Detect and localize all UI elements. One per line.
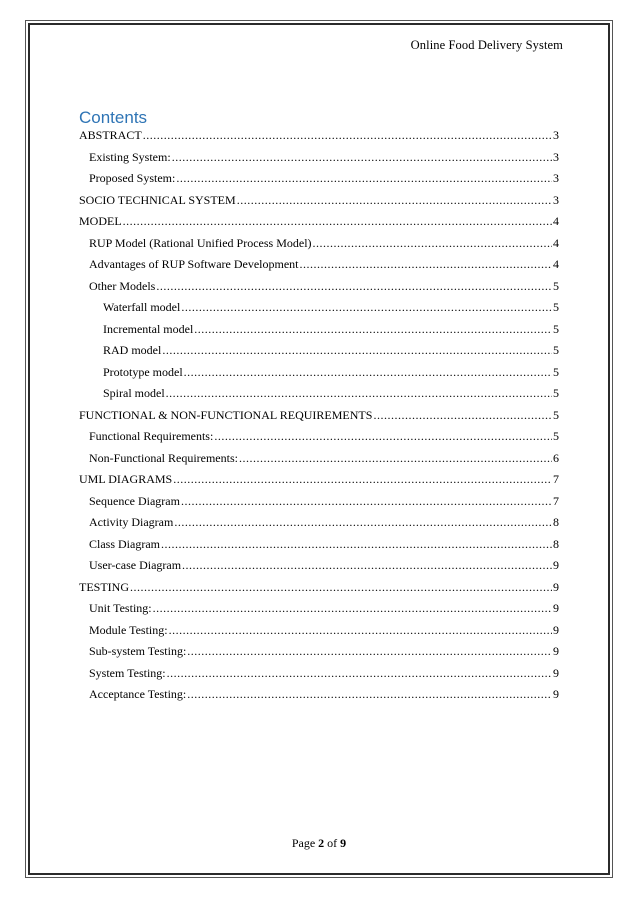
toc-entry-label: Class Diagram bbox=[89, 536, 160, 551]
toc-dot-leader bbox=[174, 515, 552, 530]
toc-entry[interactable] bbox=[79, 300, 559, 322]
toc-entry-page-number: 3 bbox=[553, 149, 559, 164]
toc-entry-page-number: 3 bbox=[553, 192, 559, 207]
toc-entry-label: Incremental model bbox=[103, 321, 194, 336]
toc-dot-leader bbox=[373, 408, 552, 423]
page-footer bbox=[0, 836, 638, 851]
toc-entry[interactable] bbox=[79, 429, 559, 451]
toc-entry-page-number: 3 bbox=[553, 128, 559, 142]
toc-entry-page-number: 5 bbox=[553, 321, 559, 336]
toc-entry[interactable] bbox=[79, 322, 559, 344]
toc-entry[interactable] bbox=[79, 214, 559, 236]
toc-entry-label: Acceptance Testing: bbox=[89, 687, 187, 701]
toc-entry-page-number: 9 bbox=[553, 644, 559, 658]
toc-entry[interactable] bbox=[79, 472, 559, 494]
toc-dot-leader bbox=[156, 279, 552, 294]
toc-entry-label: Sequence Diagram bbox=[89, 493, 180, 508]
toc-entry[interactable] bbox=[79, 494, 559, 516]
toc-entry[interactable] bbox=[79, 365, 559, 387]
toc-entry-label: TESTING bbox=[79, 579, 129, 594]
toc-entry-label: Prototype model bbox=[103, 364, 183, 379]
toc-entry[interactable] bbox=[79, 537, 559, 559]
toc-entry-label: Proposed System: bbox=[89, 171, 176, 185]
toc-entry[interactable] bbox=[79, 386, 559, 408]
toc-entry-label: Unit Testing: bbox=[89, 601, 152, 615]
toc-entry-label: Advantages of RUP Software Development bbox=[89, 257, 299, 271]
toc-entry[interactable] bbox=[79, 687, 559, 709]
toc-entry-label: Other Models bbox=[89, 278, 156, 293]
toc-entry-label: Non-Functional Requirements: bbox=[89, 450, 238, 465]
toc-entry-page-number: 5 bbox=[553, 429, 559, 443]
toc-entry[interactable] bbox=[79, 150, 559, 172]
toc-dot-leader bbox=[162, 343, 552, 358]
toc-entry-label: SOCIO TECHNICAL SYSTEM bbox=[79, 192, 236, 207]
toc-entry-label: Existing System: bbox=[89, 149, 171, 164]
toc-entry-page-number: 9 bbox=[553, 665, 559, 680]
toc-dot-leader bbox=[161, 537, 552, 552]
toc-dot-leader bbox=[153, 601, 552, 616]
toc-entry-label: FUNCTIONAL & NON-FUNCTIONAL REQUIREMENTS bbox=[79, 407, 373, 422]
toc-entry-page-number: 3 bbox=[553, 171, 559, 185]
toc-entry-page-number: 5 bbox=[553, 407, 559, 422]
toc-entry-label: RAD model bbox=[103, 343, 162, 357]
toc-dot-leader bbox=[313, 236, 552, 251]
toc-dot-leader bbox=[181, 494, 552, 509]
toc-entry[interactable] bbox=[79, 193, 559, 215]
toc-dot-leader bbox=[176, 171, 552, 186]
toc-entry-label: Spiral model bbox=[103, 386, 165, 400]
toc-entry-page-number: 4 bbox=[553, 214, 559, 228]
toc-entry[interactable] bbox=[79, 451, 559, 473]
toc-dot-leader bbox=[173, 472, 552, 487]
toc-dot-leader bbox=[182, 558, 552, 573]
toc-entry-page-number: 9 bbox=[553, 558, 559, 572]
toc-dot-leader bbox=[166, 386, 552, 401]
toc-entry-page-number: 8 bbox=[553, 536, 559, 551]
toc-entry[interactable] bbox=[79, 515, 559, 537]
toc-entry[interactable] bbox=[79, 257, 559, 279]
toc-dot-leader bbox=[184, 365, 552, 380]
toc-entry-label: RUP Model (Rational Unified Process Model) bbox=[89, 235, 312, 250]
toc-entry-page-number: 4 bbox=[553, 257, 559, 271]
toc-entry-page-number: 5 bbox=[553, 343, 559, 357]
toc-entry-label: Functional Requirements: bbox=[89, 429, 214, 443]
footer-total-pages: 9 bbox=[340, 836, 347, 850]
toc-dot-leader bbox=[300, 257, 552, 272]
toc-dot-leader bbox=[130, 580, 552, 595]
toc-entry-page-number: 5 bbox=[553, 300, 559, 314]
toc-dot-leader bbox=[237, 193, 552, 208]
toc-entry-page-number: 4 bbox=[553, 235, 559, 250]
toc-entry-label: Sub-system Testing: bbox=[89, 644, 187, 658]
toc-dot-leader bbox=[239, 451, 552, 466]
toc-entry-label: Module Testing: bbox=[89, 622, 168, 637]
toc-entry-page-number: 9 bbox=[553, 687, 559, 701]
toc-entry-page-number: 9 bbox=[553, 622, 559, 637]
toc-entry[interactable] bbox=[79, 343, 559, 365]
toc-entry[interactable] bbox=[79, 601, 559, 623]
toc-entry[interactable] bbox=[79, 666, 559, 688]
toc-entry[interactable] bbox=[79, 128, 559, 150]
toc-entry-label: ABSTRACT bbox=[79, 128, 142, 142]
toc-entry[interactable] bbox=[79, 279, 559, 301]
toc-entry-page-number: 7 bbox=[553, 472, 559, 486]
toc-dot-leader bbox=[187, 644, 552, 659]
toc-dot-leader bbox=[143, 128, 552, 143]
footer-current-page: 2 bbox=[318, 836, 325, 850]
toc-entry-label: System Testing: bbox=[89, 665, 166, 680]
toc-entry[interactable] bbox=[79, 580, 559, 602]
toc-dot-leader bbox=[169, 623, 552, 638]
table-of-contents bbox=[79, 128, 559, 709]
toc-entry-label: User-case Diagram bbox=[89, 558, 182, 572]
toc-entry[interactable] bbox=[79, 408, 559, 430]
toc-entry-page-number: 5 bbox=[553, 386, 559, 400]
toc-dot-leader bbox=[181, 300, 552, 315]
toc-dot-leader bbox=[167, 666, 552, 681]
toc-entry-page-number: 8 bbox=[553, 515, 559, 529]
toc-entry[interactable] bbox=[79, 623, 559, 645]
toc-dot-leader bbox=[187, 687, 552, 702]
toc-entry[interactable] bbox=[79, 558, 559, 580]
toc-entry[interactable] bbox=[79, 644, 559, 666]
toc-entry-page-number: 7 bbox=[553, 493, 559, 508]
toc-entry-page-number: 5 bbox=[553, 278, 559, 293]
toc-dot-leader bbox=[123, 214, 552, 229]
toc-entry-page-number: 5 bbox=[553, 364, 559, 379]
running-header: Online Food Delivery System bbox=[410, 38, 563, 52]
toc-entry-page-number: 9 bbox=[553, 579, 559, 594]
toc-entry-label: UML DIAGRAMS bbox=[79, 472, 173, 486]
toc-entry-page-number: 9 bbox=[553, 601, 559, 615]
contents-heading: Contents bbox=[79, 108, 148, 127]
footer-page-word: Page bbox=[291, 836, 316, 850]
footer-of-word: of bbox=[327, 836, 338, 850]
toc-dot-leader bbox=[194, 322, 552, 337]
toc-entry-label: Activity Diagram bbox=[89, 515, 174, 529]
toc-entry-label: Waterfall model bbox=[103, 300, 181, 314]
toc-entry[interactable] bbox=[79, 236, 559, 258]
toc-entry[interactable] bbox=[79, 171, 559, 193]
toc-entry-label: MODEL bbox=[79, 214, 122, 228]
toc-entry-page-number: 6 bbox=[553, 450, 559, 465]
toc-dot-leader bbox=[172, 150, 552, 165]
toc-dot-leader bbox=[214, 429, 552, 444]
